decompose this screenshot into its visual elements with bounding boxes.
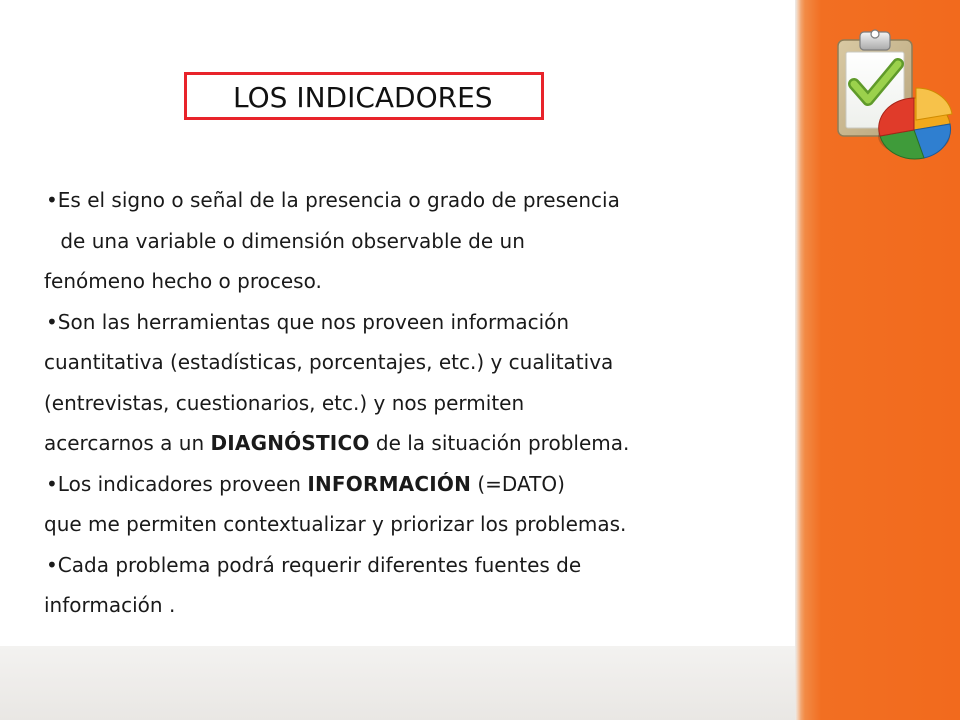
- body-text: [44, 180, 784, 626]
- text-segment: que me permiten contextualizar y priorizar los problemas.: [44, 512, 627, 536]
- text-line: [44, 221, 784, 262]
- text-segment: de la situación problema.: [369, 431, 630, 455]
- text-line: [44, 504, 784, 545]
- text-segment: (=DATO): [471, 471, 565, 496]
- bullet: •: [46, 309, 58, 334]
- text-line: [44, 585, 784, 626]
- bullet: •: [46, 552, 58, 577]
- text-line: [44, 342, 784, 383]
- text-line: [44, 180, 784, 221]
- text-segment: (entrevistas, cuestionarios, etc.) y nos permiten: [44, 390, 525, 415]
- text-segment: Los indicadores proveen: [57, 471, 308, 496]
- text-line: [44, 383, 784, 424]
- text-line: [44, 423, 784, 464]
- bottom-band: [0, 646, 795, 720]
- text-segment: Es el signo o señal de la presencia o grado de presencia: [57, 188, 620, 212]
- emphasis-diagnostico: DIAGNÓSTICO: [210, 431, 370, 455]
- bullet: •: [46, 471, 58, 496]
- text-segment: Son las herramientas que nos proveen información: [57, 309, 570, 334]
- text-line: [44, 261, 784, 302]
- text-segment: Cada problema podrá requerir diferentes fuentes de: [57, 552, 582, 577]
- text-line: [44, 464, 784, 505]
- text-segment: información .: [44, 593, 176, 617]
- text-segment: acercarnos a un: [44, 431, 211, 455]
- pie-chart-icon: [832, 24, 956, 164]
- title-box: [184, 72, 544, 120]
- text-segment: de una variable o dimensión observable de un: [54, 228, 525, 253]
- clipboard-chart-graphic: [832, 24, 956, 164]
- text-line: [44, 545, 784, 586]
- text-segment: cuantitativa (estadísticas, porcentajes, etc.) y cualitativa: [44, 350, 614, 374]
- emphasis-informacion: INFORMACIÓN: [307, 471, 472, 496]
- text-segment: fenómeno hecho o proceso.: [44, 269, 322, 293]
- page-title: LOS INDICADORES: [233, 81, 493, 114]
- bullet: •: [46, 188, 58, 212]
- text-line: [44, 302, 784, 343]
- side-panel-edge: [795, 0, 801, 720]
